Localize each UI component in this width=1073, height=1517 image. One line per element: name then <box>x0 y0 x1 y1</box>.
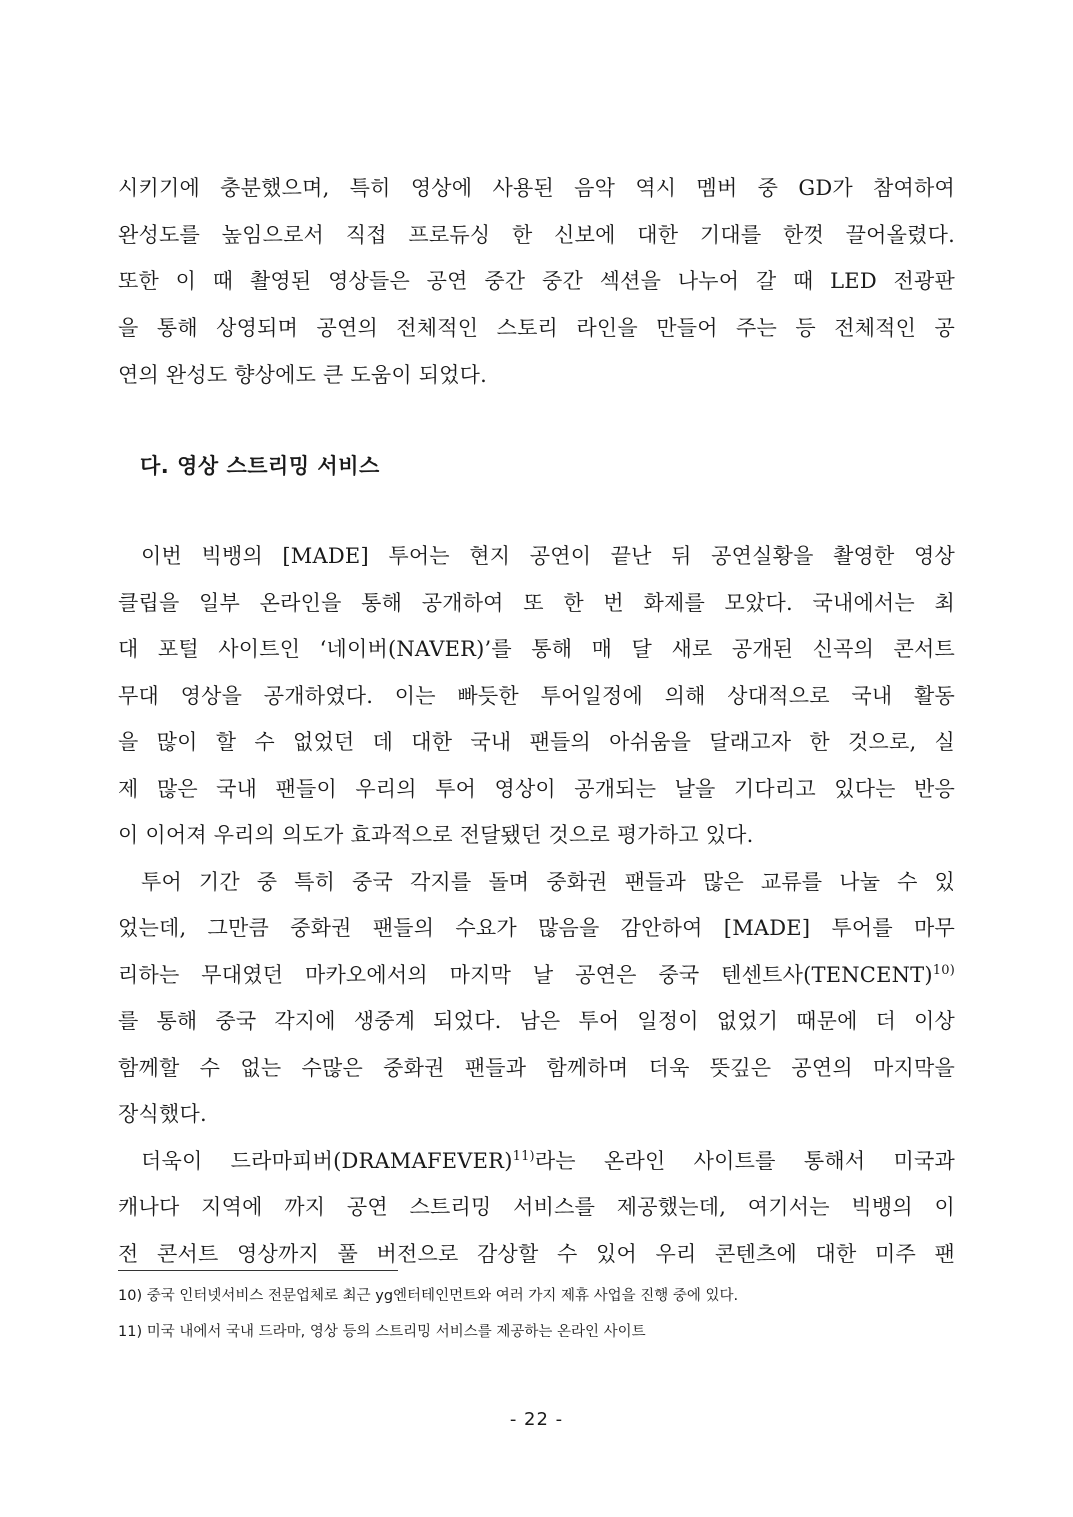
page-number: - 22 - <box>509 1409 564 1430</box>
paragraph-4-line-1-text-a: 더욱이 드라마피버(DRAMAFEVER) <box>141 1149 513 1173</box>
paragraph-3-line-2: 었는데, 그만큼 중화권 팬들의 수요가 많음을 감안하여 [MADE] 투어를 마무 <box>118 916 955 940</box>
footnote-divider <box>118 1270 398 1271</box>
paragraph-1-line-3: 또한 이 때 촬영된 영상들은 공연 중간 중간 섹션을 나누어 갈 때 LED 전광판 <box>118 269 955 293</box>
paragraph-3-line-6: 장식했다. <box>118 1102 207 1126</box>
footnote-10: 10) 중국 인터넷서비스 전문업체로 최근 yg엔터테인먼트와 여러 가지 제휴 사업을 진행 중에 있다. <box>118 1288 739 1304</box>
paragraph-3-line-5: 함께할 수 없는 수많은 중화권 팬들과 함께하며 더욱 뜻깊은 공연의 마지막을 <box>118 1056 955 1080</box>
paragraph-2-line-2: 클립을 일부 온라인을 통해 공개하여 또 한 번 화제를 모았다. 국내에서는 최 <box>118 591 955 615</box>
paragraph-1-line-2: 완성도를 높임으로서 직접 프로듀싱 한 신보에 대한 기대를 한껏 끌어올렸다. <box>118 223 955 247</box>
paragraph-4-line-2: 캐나다 지역에 까지 공연 스트리밍 서비스를 제공했는데, 여기서는 빅뱅의 이 <box>118 1195 955 1219</box>
paragraph-3-line-3-text: 리하는 무대였던 마카오에서의 마지막 날 공연은 중국 텐센트사(TENCENT) <box>118 963 933 987</box>
footnote-ref-11: 11) <box>512 1149 535 1164</box>
section-heading: 다. 영상 스트리밍 서비스 <box>140 454 380 478</box>
paragraph-3-line-1: 투어 기간 중 특히 중국 각지를 돌며 중화권 팬들과 많은 교류를 나눌 수 있 <box>141 870 955 894</box>
footnote-ref-10: 10) <box>932 963 955 978</box>
paragraph-3-line-4: 를 통해 중국 각지에 생중계 되었다. 남은 투어 일정이 없었기 때문에 더 이상 <box>118 1009 955 1033</box>
paragraph-2-line-7: 이 이어져 우리의 의도가 효과적으로 전달됐던 것으로 평가하고 있다. <box>118 823 754 847</box>
paragraph-2-line-6: 제 많은 국내 팬들이 우리의 투어 영상이 공개되는 날을 기다리고 있다는 반응 <box>118 777 955 801</box>
paragraph-1-line-1: 시키기에 충분했으며, 특히 영상에 사용된 음악 역시 멤버 중 GD가 참여하여 <box>118 176 955 200</box>
paragraph-2-line-5: 을 많이 할 수 없었던 데 대한 국내 팬들의 아쉬움을 달래고자 한 것으로, 실 <box>118 730 955 754</box>
paragraph-2-line-3: 대 포털 사이트인 ‘네이버(NAVER)’를 통해 매 달 새로 공개된 신곡의 콘서트 <box>118 637 955 661</box>
paragraph-1-line-5: 연의 완성도 향상에도 큰 도움이 되었다. <box>118 363 488 387</box>
paragraph-2-line-1: 이번 빅뱅의 [MADE] 투어는 현지 공연이 끝난 뒤 공연실황을 촬영한 영상 <box>141 544 955 568</box>
paragraph-4-line-1-text-b: 라는 온라인 사이트를 통해서 미국과 <box>534 1149 955 1173</box>
paragraph-4-line-1 <box>141 1141 955 1181</box>
paragraph-4-line-3: 전 콘서트 영상까지 풀 버전으로 감상할 수 있어 우리 콘텐츠에 대한 미주 팬 <box>118 1242 955 1266</box>
paragraph-1-line-4: 을 통해 상영되며 공연의 전체적인 스토리 라인을 만들어 주는 등 전체적인 공 <box>118 316 955 340</box>
paragraph-3-line-3 <box>118 955 955 995</box>
paragraph-2-line-4: 무대 영상을 공개하였다. 이는 빠듯한 투어일정에 의해 상대적으로 국내 활동 <box>118 684 955 708</box>
footnote-11: 11) 미국 내에서 국내 드라마, 영상 등의 스트리밍 서비스를 제공하는 온라인 사이트 <box>118 1324 646 1340</box>
